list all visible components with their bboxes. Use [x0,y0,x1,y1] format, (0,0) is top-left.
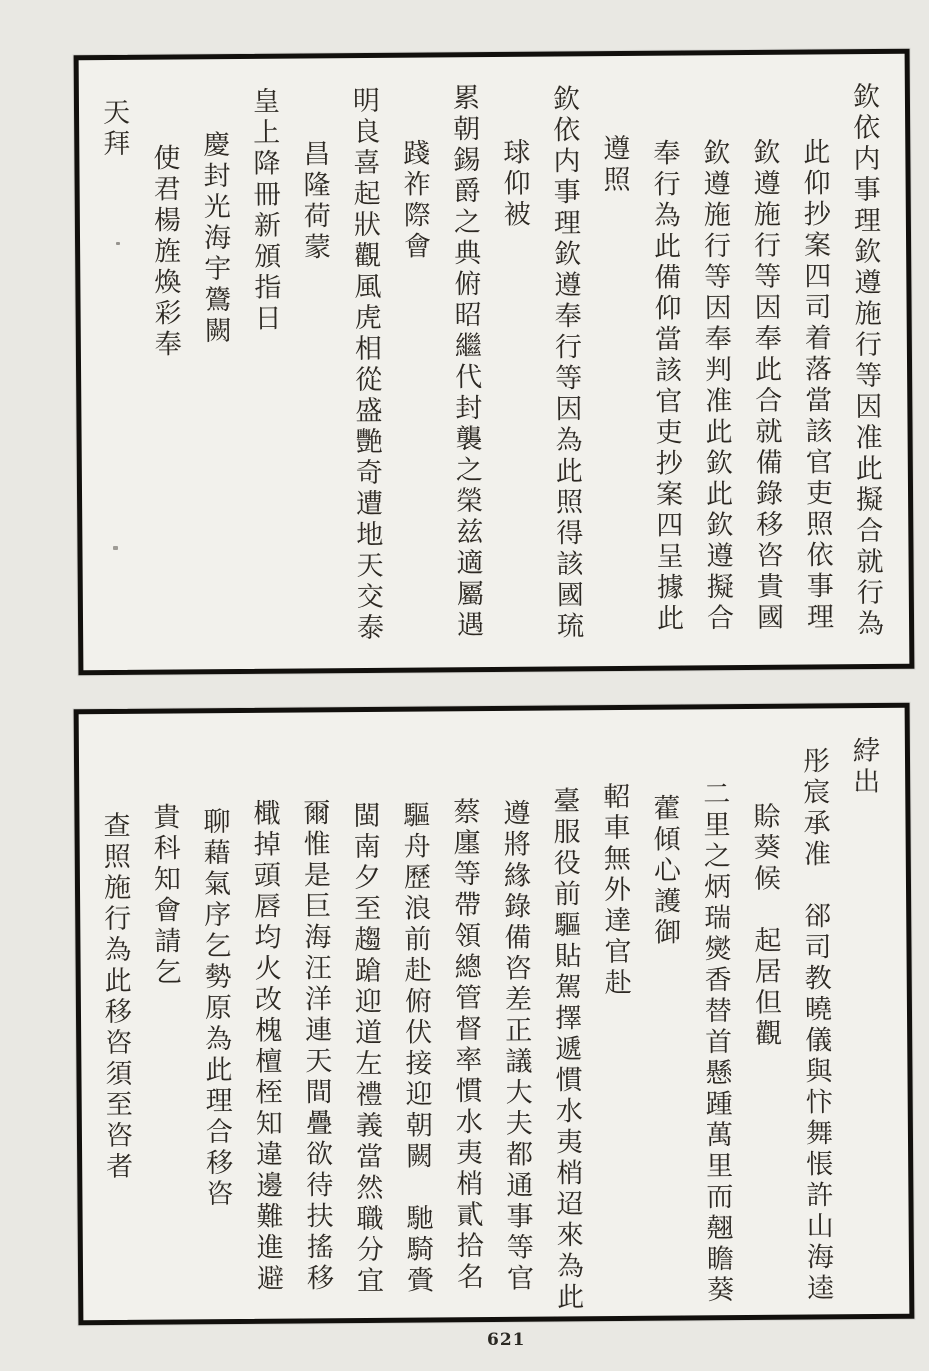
text-column: 欽依内事理欽遵奉行等因為此照得該國琉 [547,84,584,643]
text-column: 欽遵施行等因奉此合就備錄移咨貴國 [748,137,784,634]
text-column: 昌隆荷蒙 [298,139,331,264]
text-column: 臺服役前驅貼駕擇遞慣水夷梢迢來為此 [548,786,584,1314]
text-column: 球仰被 [498,137,530,231]
text-columns-top [79,54,910,670]
text-column: 藿傾心護御 [648,793,681,949]
text-column: 欽遵施行等因奉判准此欽此欽遵擬合 [698,138,734,635]
text-column: 爾惟是巨海汪洋連天間疊欲待扶搖移 [298,798,334,1295]
text-column: 明良喜起狀觀風虎相從盛艷奇遭地天交泰 [347,85,384,645]
text-column: 二里之炳瑞爕香替首懸踵萬里而翹瞻葵 [698,779,734,1307]
text-column: 遵將緣錄備咨差正議大夫都通事等官 [498,798,534,1295]
text-column: 踐祚際會 [398,138,431,263]
text-column: 奉行為此備仰當該官吏抄案四呈據此 [648,138,684,635]
text-block-bottom [74,703,915,1326]
text-column: 檝掉頭唇均火改槐檀桎知違邊難進避 [248,798,284,1295]
text-column: 天拜 [97,97,130,161]
text-column: 此仰抄案四司着落當該官吏照依事理 [798,137,834,634]
text-column: 綍出 [847,735,880,799]
page-number: 621 [487,1330,526,1350]
text-column: 驅舟歷浪前赴俯伏接迎朝闕 馳騎賫 [398,800,434,1297]
text-column: 蔡廛等帶領總管督率慣水夷梢貳拾名 [448,797,484,1294]
text-column: 彤宸承准 郤司教曉儀與忭舞悵許山海逵 [797,746,834,1305]
text-block-top [74,49,915,676]
text-column: 使君楊旌煥彩奉 [148,143,181,361]
text-column: 賒葵候 起居但觀 [748,801,782,1050]
text-column: 閩南夕至趨蹌迎道左禮義當然職分宜 [348,800,384,1298]
text-column: 欽依内事理欽遵施行等因准此擬合就行為 [847,81,884,641]
text-column: 皇上降冊新頒指日 [247,86,281,335]
text-column: 查照施行為此移咨須至咨者 [98,810,133,1184]
text-column: 遵照 [598,133,630,197]
text-column: 累朝錫爵之典俯昭繼代封襲之榮兹適屬遇 [447,83,484,642]
text-column: 軺車無外達官赴 [598,781,631,1000]
scan-speck [116,242,120,245]
text-column: 貴科知會請乞 [148,802,181,989]
text-column: 聊藉氣序乞勢原為此理合移咨 [198,807,233,1211]
scan-speck [113,546,118,550]
text-columns-bottom [79,708,910,1320]
text-column: 慶封光海宇鷟闕 [198,130,231,348]
